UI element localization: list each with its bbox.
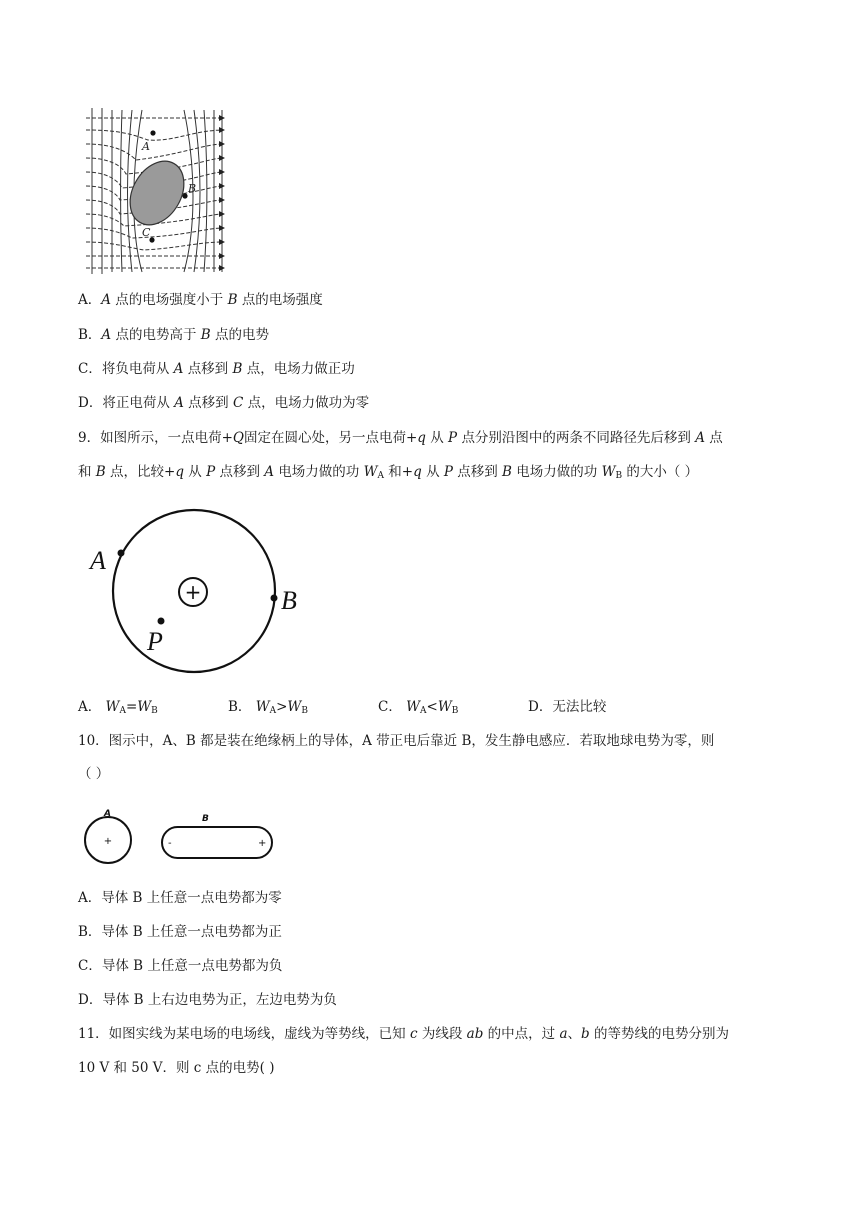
q11-stem-line1: 11．如图实线为某电场的电场线，虚线为等势线，已知 c 为线段 ab 的中点，过 a、b 的等势线的电势分别为 [78, 1026, 729, 1042]
label-A: A [104, 809, 111, 819]
q10-option-b: B．导体 B 上任意一点电势都为正 [78, 924, 282, 940]
circle-charge-figure [84, 505, 314, 675]
q9-option-d: D．无法比较 [528, 699, 607, 715]
label-C: C [142, 226, 151, 239]
sign-A: + [103, 836, 113, 847]
q8-option-c: C．将负电荷从 A 点移到 B 点，电场力做正功 [78, 361, 355, 377]
label-A: A [142, 140, 150, 153]
q10-stem-line1: 10．图示中，A、B 都是装在绝缘柄上的导体，A 带正电后靠近 B，发生静电感应．若取地球电势为零，则 [78, 733, 715, 749]
q8-option-a: A．A 点的电场强度小于 B 点的电场强度 [78, 292, 323, 308]
q9-option-c: C． $W_A<W_B$ [378, 699, 459, 716]
label-P: P [147, 627, 163, 656]
label-B: B [202, 814, 209, 824]
q10-option-d: D．导体 B 上右边电势为正，左边电势为负 [78, 992, 337, 1008]
q9-option-b: B． $W_A>W_B$ [228, 699, 308, 716]
label-B: B [188, 182, 197, 195]
q8-option-b: B．A 点的电势高于 B 点的电势 [78, 327, 269, 343]
sign-B-left: - [168, 838, 172, 849]
q11-stem-line2: 10 V 和 50 V．则 c 点的电势( ) [78, 1060, 275, 1076]
q10-option-a: A．导体 B 上任意一点电势都为零 [78, 890, 282, 906]
positive-charge-symbol: + [184, 580, 202, 604]
conductors-figure [80, 800, 280, 870]
q10-option-c: C．导体 B 上任意一点电势都为负 [78, 958, 283, 974]
q10-stem-line2: （ ） [78, 766, 110, 782]
sign-B-right: + [258, 838, 267, 849]
label-A: A [90, 546, 106, 575]
q9-stem-line1: 9．如图所示，一点电荷+Q固定在圆心处，另一点电荷+q 从 P 点分别沿图中的两条不同路径先后移到 A 点 [78, 430, 723, 446]
conductor-field-figure [84, 108, 230, 276]
label-B: B [281, 586, 297, 615]
q9-stem-line2: 和 B 点，比较+q 从 P 点移到 A 电场力做的功 $W_A$ 和+q 从 P 点移到 B 电场力做的功 $W_B$ 的大小（ ） [78, 464, 699, 481]
q8-option-d: D．将正电荷从 A 点移到 C 点，电场力做功为零 [78, 395, 370, 411]
q9-option-a: A． $W_A=W_B$ [78, 699, 158, 716]
